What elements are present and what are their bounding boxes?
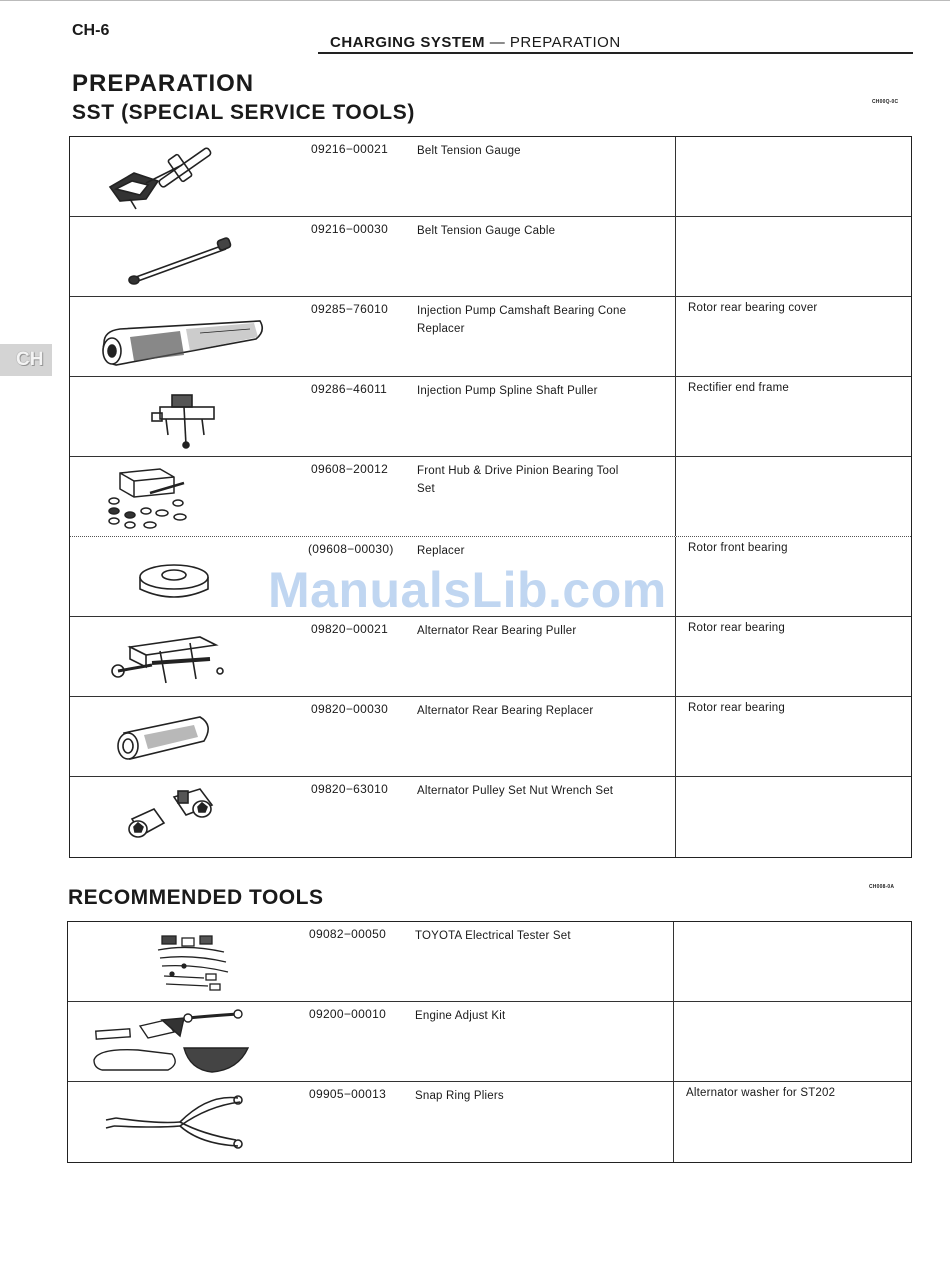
- spline-puller-icon: [90, 383, 290, 451]
- column-divider: [675, 537, 676, 616]
- tool-usage: Rotor rear bearing: [688, 702, 785, 714]
- column-divider: [673, 1002, 674, 1081]
- chapter-side-tab: CH: [0, 344, 52, 376]
- tool-name: Alternator Rear Bearing Replacer: [417, 705, 594, 717]
- table-row: [70, 697, 911, 777]
- page-top-edge: [0, 0, 950, 1]
- part-number: (09608−00030): [308, 542, 394, 556]
- page-number: CH-6: [72, 22, 110, 39]
- tool-name: Belt Tension Gauge: [417, 145, 521, 157]
- part-number: 09216−00030: [311, 222, 389, 236]
- part-number: 09285−76010: [311, 302, 389, 316]
- part-number: 09820−00021: [311, 622, 389, 636]
- tool-set-icon: [90, 463, 290, 531]
- sst-table: [69, 136, 912, 858]
- recommended-table: [67, 921, 912, 1163]
- part-number: 09200−00010: [309, 1007, 387, 1021]
- snap-ring-pliers-icon: [88, 1088, 288, 1156]
- tool-name: Replacer: [417, 545, 465, 557]
- gauge-cable-icon: [90, 223, 290, 291]
- tool-name: Alternator Rear Bearing Puller: [417, 625, 577, 637]
- bearing-puller-icon: [90, 623, 290, 691]
- column-divider: [675, 457, 676, 536]
- table-row: [68, 1082, 911, 1162]
- tool-name: Alternator Pulley Set Nut Wrench Set: [417, 785, 614, 797]
- part-number: 09820−00030: [311, 702, 389, 716]
- preparation-heading: PREPARATION: [72, 70, 255, 97]
- table-row: [68, 922, 911, 1002]
- table-row: [70, 297, 911, 377]
- column-divider: [675, 697, 676, 776]
- part-number: 09820−63010: [311, 782, 389, 796]
- tool-name: Snap Ring Pliers: [415, 1090, 504, 1102]
- table-row: [70, 217, 911, 297]
- table-row: [70, 617, 911, 697]
- recommended-heading: RECOMMENDED TOOLS: [68, 886, 324, 909]
- tool-usage: Rotor front bearing: [688, 542, 788, 554]
- column-divider: [675, 297, 676, 376]
- tool-usage: Rotor rear bearing cover: [688, 302, 818, 314]
- part-number: 09905−00013: [309, 1087, 387, 1101]
- table-row: [70, 777, 911, 857]
- tool-usage: Alternator washer for ST202: [686, 1087, 836, 1099]
- tool-name: Injection Pump Camshaft Bearing Cone Replacer: [417, 305, 627, 335]
- tool-usage: Rectifier end frame: [688, 382, 789, 394]
- column-divider: [675, 137, 676, 216]
- table-row: [70, 457, 911, 537]
- column-divider: [673, 1082, 674, 1162]
- column-divider: [675, 617, 676, 696]
- table-row: [70, 377, 911, 457]
- tool-usage: Rotor rear bearing: [688, 622, 785, 634]
- column-divider: [675, 377, 676, 456]
- table-row: [68, 1002, 911, 1082]
- recommended-reference-code: CH008-0A: [869, 884, 895, 890]
- column-divider: [675, 217, 676, 296]
- tester-set-icon: [88, 928, 288, 996]
- running-header: [330, 34, 621, 51]
- header-separator: —: [489, 34, 506, 51]
- watermark: ManualsLib.com: [268, 562, 667, 618]
- column-divider: [675, 777, 676, 857]
- table-row: [70, 137, 911, 217]
- header-rule: [318, 52, 913, 54]
- tool-name: TOYOTA Electrical Tester Set: [415, 930, 571, 942]
- part-number: 09608−20012: [311, 462, 389, 476]
- sst-heading: SST (SPECIAL SERVICE TOOLS): [72, 101, 415, 124]
- part-number: 09082−00050: [309, 927, 387, 941]
- section-title: CHARGING SYSTEM: [330, 34, 486, 51]
- bearing-replacer-icon: [90, 703, 290, 771]
- replacer-icon: [90, 543, 290, 611]
- cone-replacer-icon: [90, 303, 290, 371]
- belt-tension-gauge-icon: [90, 143, 290, 211]
- sst-reference-code: CH00Q-0C: [872, 99, 899, 105]
- part-number: 09286−46011: [311, 382, 388, 396]
- engine-adjust-kit-icon: [88, 1008, 288, 1076]
- part-number: 09216−00021: [311, 142, 389, 156]
- column-divider: [673, 922, 674, 1001]
- nut-wrench-set-icon: [90, 783, 290, 851]
- subsection-title: PREPARATION: [509, 34, 621, 51]
- tool-name: Injection Pump Spline Shaft Puller: [417, 385, 598, 397]
- tool-name: Engine Adjust Kit: [415, 1010, 506, 1022]
- table-row: [70, 537, 911, 617]
- tool-name: Front Hub & Drive Pinion Bearing Tool Set: [417, 465, 619, 495]
- tool-name: Belt Tension Gauge Cable: [417, 225, 556, 237]
